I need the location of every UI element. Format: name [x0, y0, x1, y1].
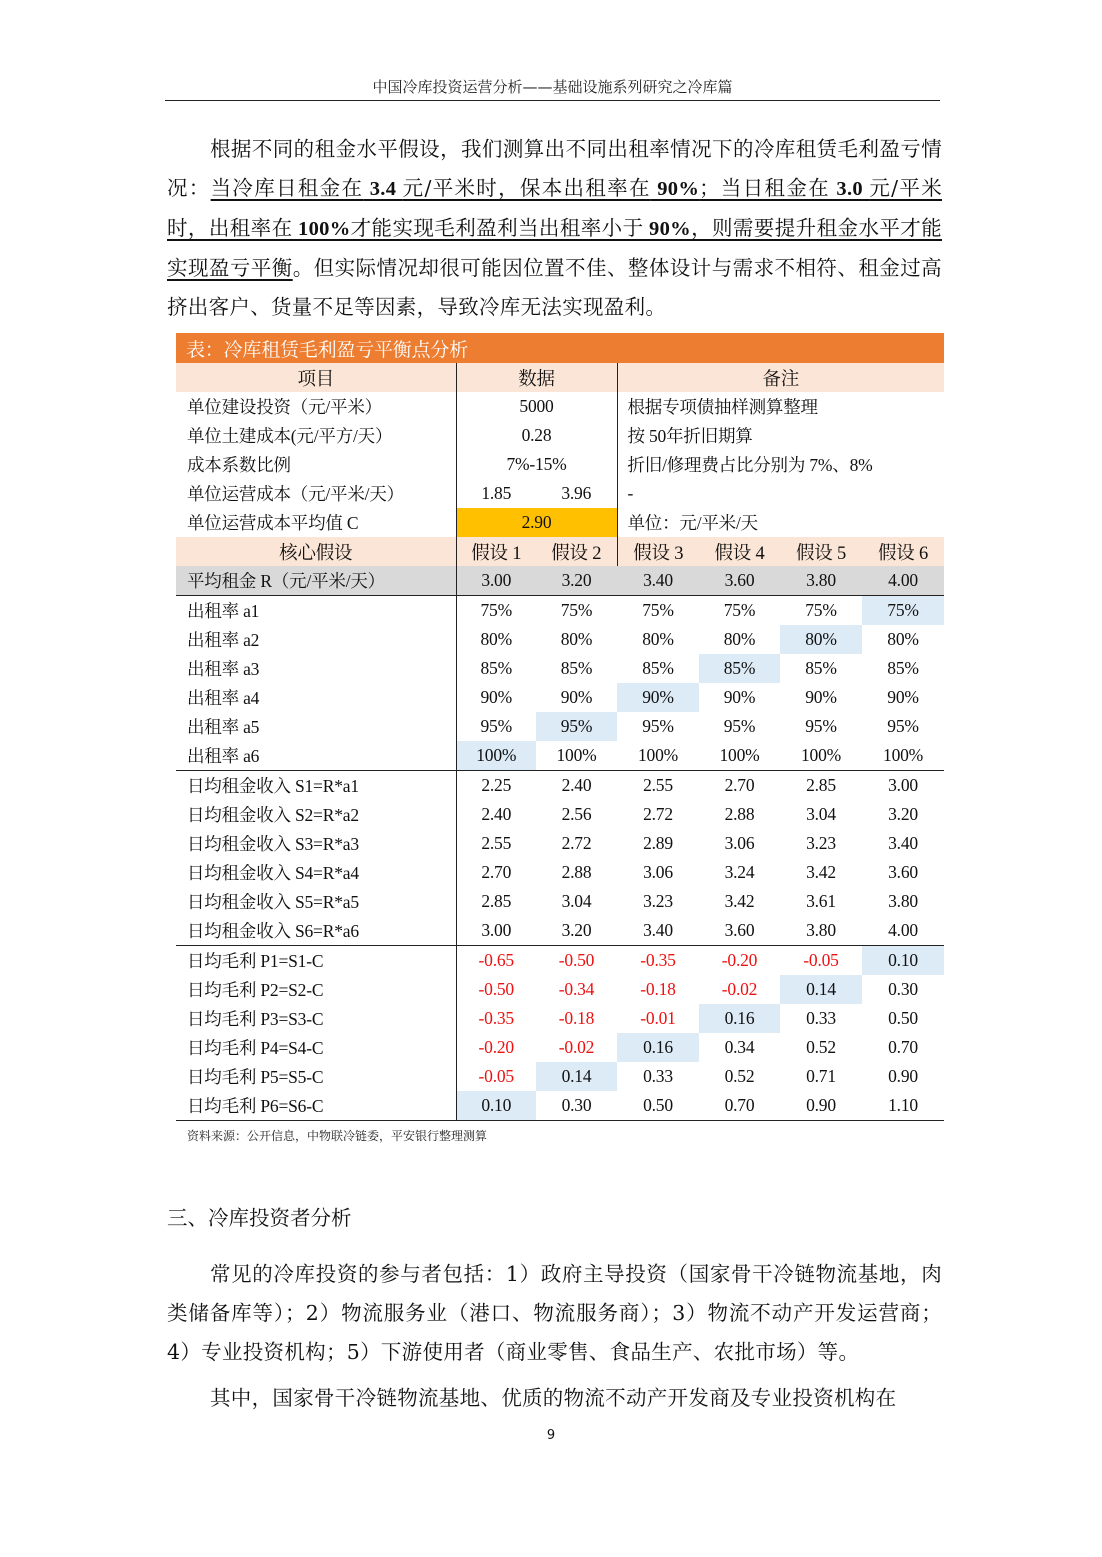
table-row: 成本系数比例 7%-15% 折旧/修理费占比分别为 7%、8%	[176, 450, 944, 479]
table-row	[176, 741, 944, 771]
table-cell: 3.00	[888, 775, 918, 795]
table-cell: 3.04	[561, 891, 592, 911]
table-row: 单位土建成本(元/平方/天） 0.28 按 50年折旧期算	[176, 421, 944, 450]
table-cell: 2.70	[456, 858, 536, 887]
table-cell: 95%	[887, 716, 919, 736]
table-row	[176, 654, 944, 683]
row-label: 出租率 a2	[187, 630, 260, 650]
table-cell: 75%	[456, 596, 536, 626]
table-cell: 2.88	[561, 862, 592, 882]
table-cell: 3.24	[724, 862, 755, 882]
table-cell: 0.90	[888, 1066, 918, 1086]
table-cell: 100%	[780, 741, 862, 771]
table-cell: 95%	[536, 712, 617, 741]
row-label: 出租率 a4	[187, 688, 260, 708]
row-label: 日均租金收入 S4=R*a4	[187, 863, 359, 883]
table-cell: 2.85	[456, 887, 536, 916]
body-paragraph-3: 其中，国家骨干冷链物流基地、优质的物流不动产开发商及专业投资机构在	[210, 1386, 897, 1410]
row-label: 日均毛利 P4=S4-C	[187, 1038, 324, 1058]
table-row: 单位建设投资（元/平米） 5000 根据专项债抽样测算整理	[176, 392, 944, 421]
table-cell: 75%	[862, 596, 944, 626]
body-paragraph-2: 常见的冷库投资的参与者包括：1）政府主导投资（国家骨干冷链物流基地，肉类储备库等）；2）物流服务业（港口、物流服务商）；3）物流不动产开发运营商；4）专业投资机构；5）下游使用者（商业零售、食品生产、农批市场）等。	[167, 1262, 942, 1364]
table-cell: 2.88	[724, 804, 755, 824]
table-cell: 80%	[560, 629, 593, 649]
table-cell: 0.30	[536, 1091, 617, 1121]
table-cell: 0.10	[456, 1091, 536, 1121]
table-cell: 0.10	[862, 946, 944, 976]
row-label: 日均租金收入 S1=R*a1	[187, 776, 359, 796]
table-cell: 3.60	[888, 862, 918, 882]
table-row	[176, 829, 944, 858]
row-label: 出租率 a6	[176, 741, 456, 771]
table-cell: 80%	[780, 625, 862, 654]
table-cell: 75%	[536, 596, 617, 626]
table-cell: 3.80	[888, 891, 918, 911]
table-cell: 3.20	[888, 804, 918, 824]
table-cell: -0.05	[456, 1062, 536, 1091]
row-label: 日均毛利 P3=S3-C	[187, 1009, 324, 1029]
row-label: 出租率 a1	[176, 596, 456, 626]
table-cell: -0.18	[640, 979, 676, 999]
table-cell: 2.89	[643, 833, 673, 853]
table-row	[176, 712, 944, 741]
table-cell: 3.42	[806, 862, 836, 882]
table-cell: 2.55	[456, 829, 536, 858]
table-cell: -0.35	[640, 950, 676, 970]
table-cell: 90%	[887, 687, 919, 707]
table-row	[176, 1033, 944, 1062]
intro-paragraph	[167, 130, 942, 327]
table-cell: 2.40	[456, 800, 536, 829]
table-cell: 100%	[699, 741, 780, 771]
row-label: 日均毛利 P1=S1-C	[187, 951, 324, 971]
table-cell: -0.18	[558, 1008, 595, 1028]
table-row: 单位运营成本（元/平米/天） 1.85 3.96 -	[176, 479, 944, 508]
table-cell: 90%	[560, 687, 593, 707]
table-cell: -0.65	[456, 946, 536, 976]
table-cell: -0.02	[721, 979, 758, 999]
table-cell: 2.85	[806, 775, 836, 795]
table-row	[176, 887, 944, 916]
para1-lead: 根据不同的租金水平假设，我们测算出不同出租率情况下的冷库租赁毛利盈亏情况：	[167, 137, 942, 200]
table-cell: 3.40	[888, 833, 918, 853]
table-cell: 80%	[642, 629, 674, 649]
table-cell: 90%	[456, 683, 536, 712]
table-cell: 2.40	[561, 775, 592, 795]
para1-tail: 。但实际情况却很可能因位置不佳、整体设计与需求不相符、租金过高挤出客户、货量不足等因素，导致冷库无法实现盈利。	[167, 256, 942, 319]
row-label: 日均租金收入 S6=R*a6	[176, 916, 456, 946]
table-cell: 0.50	[617, 1091, 699, 1121]
table-cell: 3.04	[806, 804, 836, 824]
table-cell: 85%	[887, 658, 919, 678]
table-row	[176, 1004, 944, 1033]
table-cell: 3.23	[643, 891, 673, 911]
table-cell: 0.14	[780, 975, 862, 1004]
table-row	[176, 771, 944, 801]
table-cell: 3.61	[806, 891, 836, 911]
table-cell: 0.52	[724, 1066, 755, 1086]
table-cell: -0.20	[456, 1033, 536, 1062]
table-cell: 100%	[456, 741, 536, 771]
table-cell: -0.34	[558, 979, 595, 999]
table-cell: 3.40	[617, 916, 699, 946]
table-cell: 95%	[805, 716, 837, 736]
table-cell: 0.70	[699, 1091, 780, 1121]
table-cell: -0.20	[721, 950, 758, 970]
table-cell: 75%	[617, 596, 699, 626]
table-cell: 0.30	[888, 979, 918, 999]
table-cell: 0.14	[536, 1062, 617, 1091]
table-cell: 0.52	[806, 1037, 836, 1057]
table-cell: 85%	[699, 654, 780, 683]
avg-cost-value: 2.90	[456, 508, 617, 537]
page-number: 9	[546, 1428, 556, 1443]
table-cell: 90%	[617, 683, 699, 712]
table-cell: 80%	[456, 625, 536, 654]
row-label: 出租率 a3	[187, 659, 260, 679]
row-label: 出租率 a5	[187, 717, 260, 737]
table-cell: 3.00	[456, 916, 536, 946]
hypothesis-header-row: 核心假设 假设 1 假设 2 假设 3 假设 4 假设 5 假设 6	[176, 537, 944, 566]
table-cell: 3.60	[699, 916, 780, 946]
rent-row: 平均租金 R（元/平米/天） 3.00 3.20 3.40 3.60 3.80 4.00	[176, 566, 944, 596]
table-row	[176, 1062, 944, 1091]
table-row	[176, 800, 944, 829]
table-cell: 3.20	[536, 916, 617, 946]
row-label: 日均租金收入 S3=R*a3	[187, 834, 359, 854]
table-row	[176, 858, 944, 887]
table-cell: -0.50	[456, 975, 536, 1004]
table-cell: 1.10	[862, 1091, 944, 1121]
header-divider	[165, 100, 940, 101]
table-cell: 2.72	[561, 833, 592, 853]
table-row	[176, 1091, 944, 1121]
table-cell: 3.23	[806, 833, 836, 853]
table-row	[176, 625, 944, 654]
section-title: 三、冷库投资者分析	[167, 1206, 352, 1230]
table-cell: 2.56	[561, 804, 592, 824]
table-row	[176, 596, 944, 626]
table-cell: 0.16	[699, 1004, 780, 1033]
table-cell: 95%	[456, 712, 536, 741]
table-cell: -0.35	[456, 1004, 536, 1033]
table-cell: 75%	[699, 596, 780, 626]
table-cell: 90%	[805, 687, 837, 707]
table-cell: 95%	[723, 716, 756, 736]
table-cell: -0.01	[640, 1008, 676, 1028]
row-label: 日均租金收入 S2=R*a2	[187, 805, 359, 825]
row-label: 日均租金收入 S5=R*a5	[187, 892, 359, 912]
table-cell: 0.70	[888, 1037, 918, 1057]
table-cell: 100%	[862, 741, 944, 771]
running-header: 中国冷库投资运营分析——基础设施系列研究之冷库篇	[372, 78, 733, 96]
col-header-note: 备注	[617, 363, 944, 392]
table-cell: 2.72	[643, 804, 673, 824]
table-cell: 0.33	[806, 1008, 836, 1028]
table-cell: 0.33	[643, 1066, 673, 1086]
table-row	[176, 946, 944, 976]
table-row: 单位运营成本平均值 C 2.90 单位：元/平米/天	[176, 508, 944, 537]
table-cell: 2.70	[724, 775, 755, 795]
table-cell: -0.50	[558, 950, 595, 970]
table-cell: -0.05	[803, 950, 839, 970]
row-label: 日均毛利 P6=S6-C	[176, 1091, 456, 1121]
table-cell: 0.71	[806, 1066, 836, 1086]
col-header-item: 项目	[176, 363, 456, 392]
table-cell: 0.34	[724, 1037, 755, 1057]
table-cell: 3.06	[643, 862, 673, 882]
table-cell: 3.80	[780, 916, 862, 946]
table-cell: 85%	[456, 654, 536, 683]
table-cell: 4.00	[862, 916, 944, 946]
table-cell: 85%	[642, 658, 674, 678]
table-cell: 85%	[805, 658, 837, 678]
breakeven-table	[176, 333, 944, 1121]
table-cell: 2.25	[456, 771, 536, 801]
table-cell: 100%	[536, 741, 617, 771]
table-cell: 2.55	[643, 775, 673, 795]
table-cell: 0.16	[617, 1033, 699, 1062]
col-header-data: 数据	[456, 363, 617, 392]
table-title: 表：冷库租赁毛利盈亏平衡点分析	[176, 333, 944, 363]
table-row	[176, 683, 944, 712]
table-row	[176, 916, 944, 946]
table-cell: 75%	[780, 596, 862, 626]
table-cell: -0.02	[558, 1037, 595, 1057]
table-cell: 100%	[617, 741, 699, 771]
table-cell: 95%	[642, 716, 674, 736]
table-cell: 90%	[723, 687, 756, 707]
table-cell: 0.50	[888, 1008, 918, 1028]
row-label: 日均毛利 P5=S5-C	[187, 1067, 324, 1087]
para1-underlined: 当冷库日租金在 3.4 元/平米时，保本出租率在 90%；当日租金在 3.0 元/平米时，出租率在 100%才能实现毛利盈利当出租率小于 90%，则需要提升租金水平才能实现盈亏平衡	[167, 176, 943, 280]
table-cell: 80%	[723, 629, 756, 649]
table-cell: 85%	[560, 658, 593, 678]
table-cell: 80%	[887, 629, 919, 649]
table-cell: 3.06	[724, 833, 755, 853]
table-cell: 0.90	[780, 1091, 862, 1121]
row-label: 日均毛利 P2=S2-C	[187, 980, 324, 1000]
table-cell: 3.42	[724, 891, 755, 911]
table-row	[176, 975, 944, 1004]
source-note: 资料来源：公开信息，中物联冷链委，平安银行整理测算	[187, 1129, 488, 1143]
